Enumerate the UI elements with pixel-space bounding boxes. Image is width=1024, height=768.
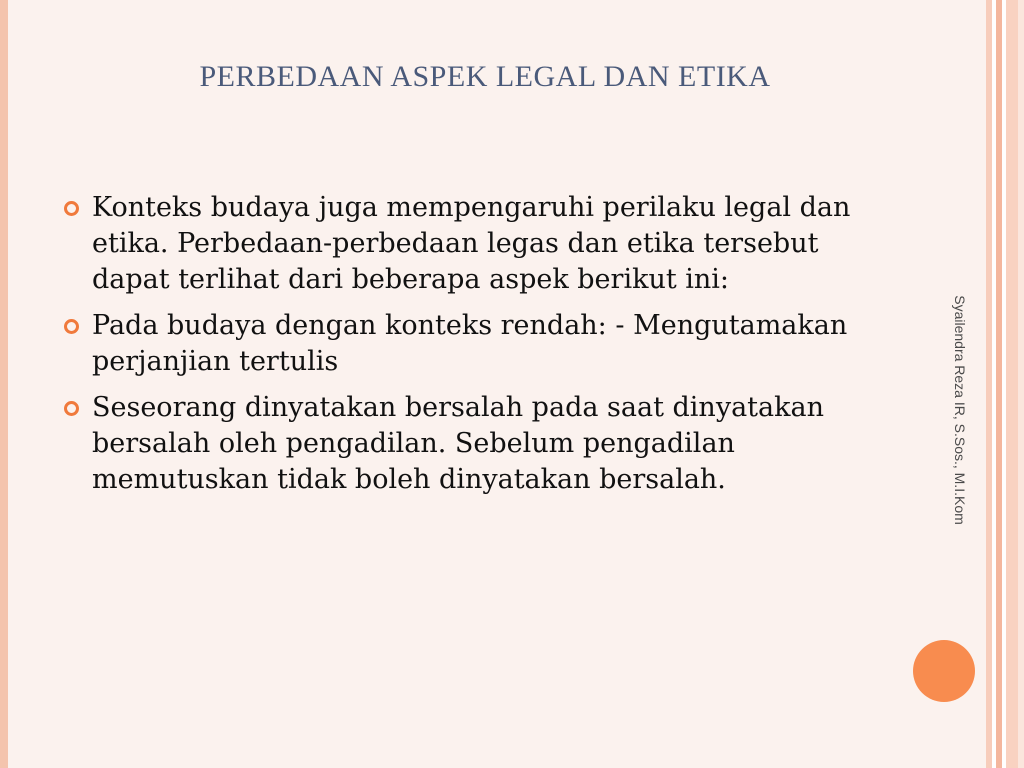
bullet-icon (64, 319, 79, 334)
author-side-note: Syailendra Reza IR, S.Sos., M.I.Kom (952, 295, 968, 525)
right-stripe (1006, 0, 1018, 768)
accent-circle-decoration (913, 640, 975, 702)
bullet-text: Konteks budaya juga mempengaruhi perilaku legal dan etika. Perbedaan-perbedaan legas dan etika tersebut dapat terlihat dari beberapa aspek berikut ini: (92, 192, 851, 295)
bullet-item (62, 308, 882, 380)
bullet-text: Seseorang dinyatakan bersalah pada saat dinyatakan bersalah oleh pengadilan. Sebelum pengadilan memutuskan tidak boleh dinyatakan bersalah. (92, 392, 824, 495)
slide-title: PERBEDAAN ASPEK LEGAL DAN ETIKA (199, 60, 771, 93)
bullet-item (62, 390, 882, 498)
bullet-icon (64, 401, 79, 416)
bullet-text: Pada budaya dengan konteks rendah: - Mengutamakan perjanjian tertulis (92, 310, 848, 377)
bullet-list (62, 190, 882, 508)
left-frame-border (0, 0, 8, 768)
bullet-icon (64, 201, 79, 216)
bullet-item (62, 190, 882, 298)
right-stripe (1018, 0, 1024, 768)
